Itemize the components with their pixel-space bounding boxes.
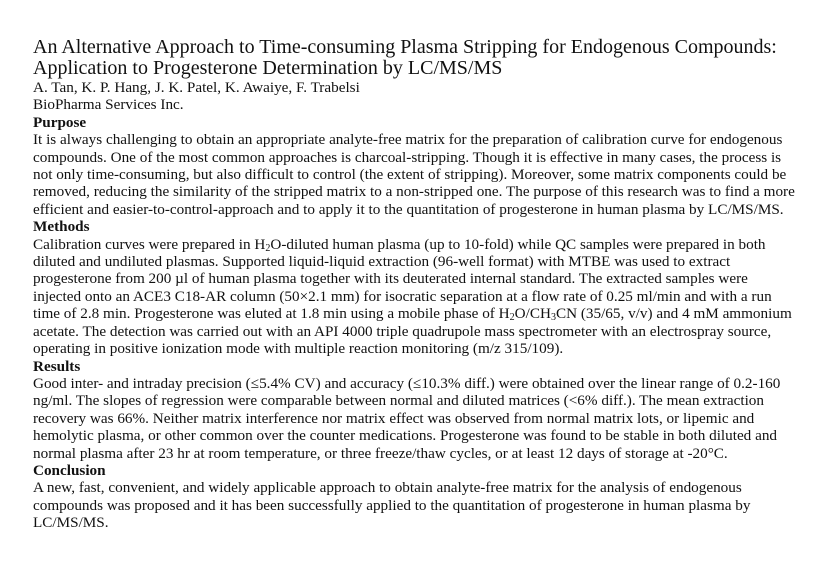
- section-heading: Purpose: [33, 113, 87, 131]
- body-line: It is always challenging to obtain an appropriate analyte-free matrix for the preparation of calibration curve for endogenous: [33, 131, 783, 149]
- body-line: removed, reducing the similarity of the stripped matrix to a non-stripped one. The purpose of this research was to find a more: [33, 183, 795, 201]
- text-run: O-diluted human plasma (up to 10-fold) while QC samples were prepared in both: [270, 235, 766, 253]
- subscript: 2: [509, 312, 515, 324]
- title-line-2: Application to Progesterone Determination by LC/MS/MS: [33, 57, 503, 79]
- authors: A. Tan, K. P. Hang, J. K. Patel, K. Awaiye, F. Trabelsi: [33, 79, 360, 96]
- subscript: 2: [265, 242, 271, 254]
- body-line: not only time-consuming, but also difficult to control (the extent of stripping). Moreover, some matrix components could be: [33, 166, 787, 184]
- section-methods: [33, 218, 813, 357]
- body-line: normal plasma after 23 hr at room temperature, or three freeze/thaw cycles, or at least 12 days of storage at -20°C.: [33, 444, 728, 462]
- body-line: efficient and easier-to-control-approach and to apply it to the quantitation of progesterone in human plasma by LC/MS/MS.: [33, 200, 784, 218]
- text-run: Calibration curves were prepared in H: [33, 235, 266, 253]
- section-heading: Conclusion: [33, 461, 106, 479]
- body-line: recovery was 66%. Neither matrix interference nor matrix effect was observed from normal matrix lots, or lipemic and: [33, 409, 755, 427]
- section-results: [33, 358, 813, 462]
- body-line: Good inter- and intraday precision (≤5.4% CV) and accuracy (≤10.3% diff.) were obtained over the linear range of 0.2-160: [33, 374, 781, 392]
- subscript: 3: [550, 312, 556, 324]
- abstract-page: [33, 37, 813, 532]
- body-line: [33, 305, 813, 322]
- section-conclusion: [33, 462, 813, 532]
- body-line: hemolytic plasma, or other common over the counter medications. Progesterone was found to be stable in both diluted and: [33, 427, 778, 445]
- body-line: compounds was proposed and it has been successfully applied to the quantitation of progesterone in human plasma by: [33, 496, 751, 514]
- text-run: CN (35/65, v/v) and 4 mM ammonium: [555, 305, 792, 323]
- section-heading: Methods: [33, 218, 90, 236]
- text-run: time of 2.8 min. Progesterone was eluted at 1.8 min using a mobile phase of H: [33, 305, 510, 323]
- text-run: O/CH: [514, 305, 551, 323]
- body-line: progesterone from 200 µl of human plasma together with its deuterated internal standard. The extracted samples were: [33, 270, 748, 288]
- section-purpose: [33, 114, 813, 218]
- body-line: diluted and undiluted plasmas. Supported liquid-liquid extraction (96-well format) with MTBE was used to extract: [33, 253, 731, 271]
- section-heading: Results: [33, 357, 81, 375]
- body-line: operating in positive ionization mode with multiple reaction monitoring (m/z 315/109).: [33, 340, 564, 358]
- body-line: acetate. The detection was carried out with an API 4000 triple quadrupole mass spectrometer with an electrospray source,: [33, 322, 772, 340]
- body-line: A new, fast, convenient, and widely applicable approach to obtain analyte-free matrix for the analysis of endogenous: [33, 479, 742, 497]
- body-line: compounds. One of the most common approaches is charcoal-stripping. Though it is effective in many cases, the process is: [33, 148, 782, 166]
- title-line-1: An Alternative Approach to Time-consuming Plasma Stripping for Endogenous Compounds:: [33, 36, 777, 58]
- body-line: ng/ml. The slopes of regression were comparable between normal and diluted matrices (<6% diff.). The mean extraction: [33, 392, 764, 410]
- body-line: LC/MS/MS.: [33, 514, 109, 532]
- body-line: [33, 236, 813, 253]
- body-line: injected onto an ACE3 C18-AR column (50×2.1 mm) for isocratic separation at a flow rate of 0.25 ml/min and with a run: [33, 287, 772, 305]
- affiliation: BioPharma Services Inc.: [33, 96, 184, 114]
